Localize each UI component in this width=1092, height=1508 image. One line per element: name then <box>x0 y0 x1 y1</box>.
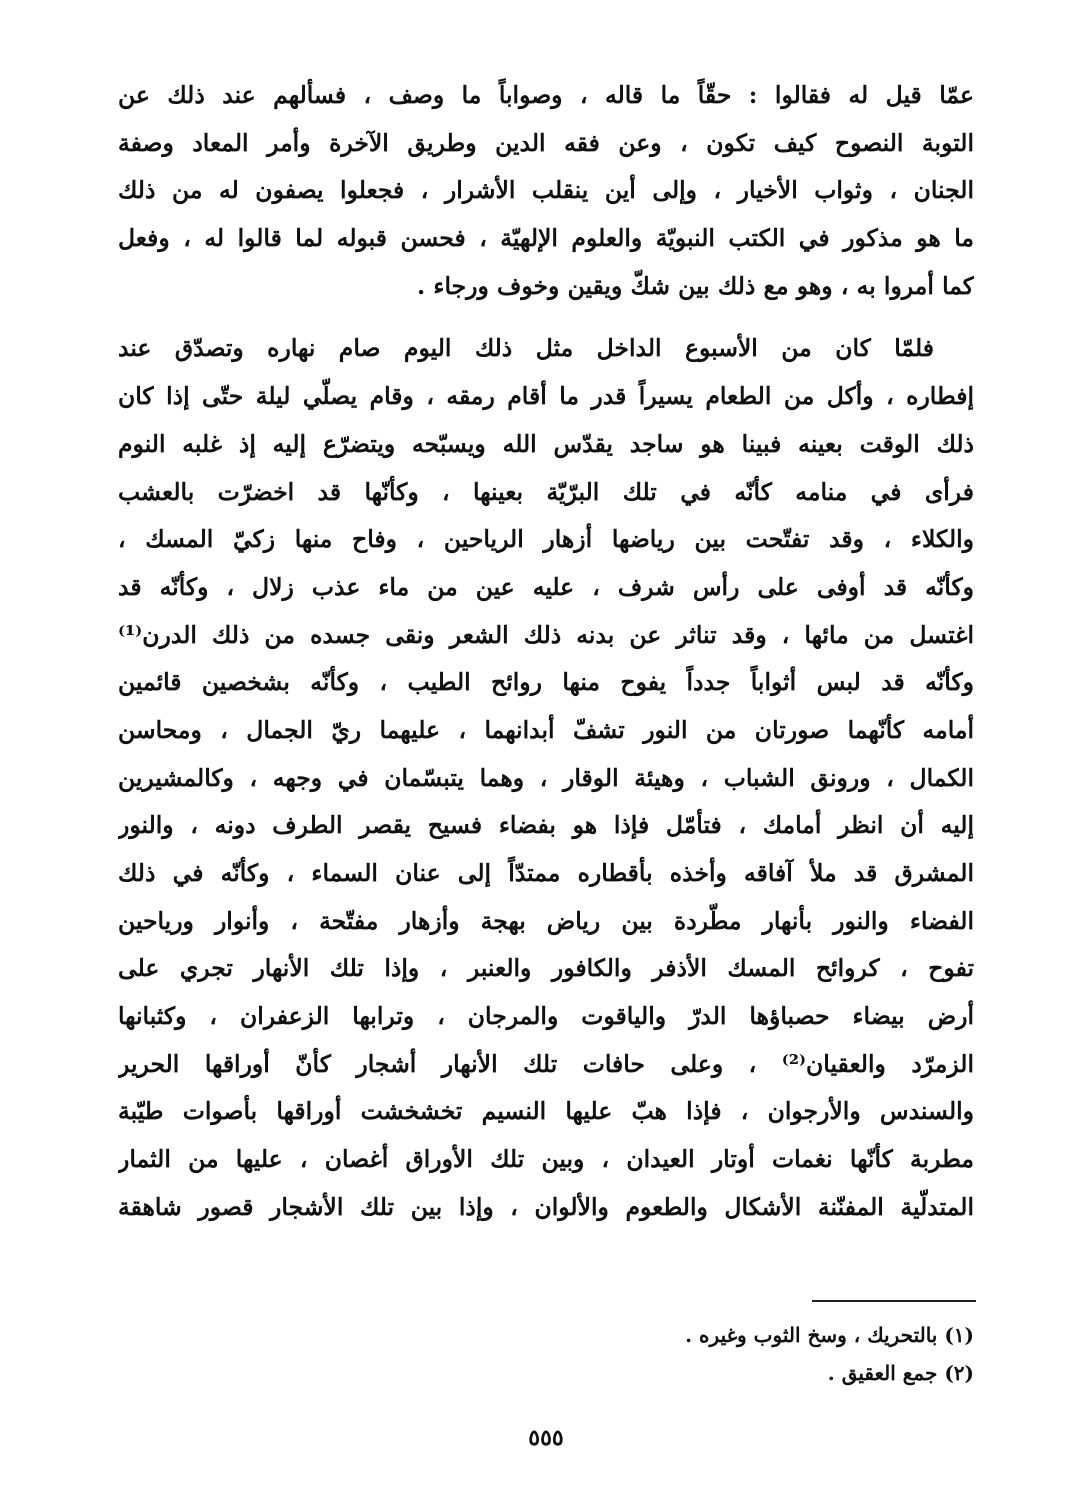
text-line: أمامه كأنّهما صورتان من النور تشفّ أبدانهما ، عليهما ريّ الجمال ، ومحاسن <box>118 715 974 744</box>
text-line: مطربة كأنّها نغمات أوتار العيدان ، وبين تلك الأوراق أغصان ، عليها من الثمار <box>118 1145 974 1174</box>
text-line: الجنان ، وثواب الأخيار ، وإلى أين ينقلب الأشرار ، فجعلوا يصفون له من ذلك <box>118 176 974 205</box>
text-line: المشرق قد ملأ آفاقه وأخذه بأقطاره ممتدّاً إلى عنان السماء ، وكأنّه في ذلك <box>118 859 974 887</box>
text-line: والكلاء ، وقد تفتّحت بين رياضها أزهار الرياحين ، وفاح منها زكيّ المسك ، <box>118 525 974 554</box>
text-line: الزمرّد والعقيان⁽²⁾ ، وعلى حافات تلك الأنهار أشجار كأنّ أوراقها الحرير <box>118 1049 974 1078</box>
footnotes <box>374 1316 974 1392</box>
text-line: والسندس والأرجوان ، فإذا هبّ عليها النسيم تخشخشت أوراقها بأصوات طيّبة <box>118 1097 974 1126</box>
text-line: المتدلّية المفنّنة الأشكال والطعوم والألوان ، وإذا بين تلك الأشجار قصور شاهقة <box>118 1192 974 1221</box>
paragraph-2 <box>118 325 974 1231</box>
paragraph-gap <box>118 310 974 325</box>
text-line: وكأنّه قد أوفى على رأس شرف ، عليه عين من ماء عذب زلال ، وكأنّه قد <box>118 572 974 601</box>
text-line: اغتسل من مائها ، وقد تناثر عن بدنه ذلك الشعر ونقى جسده من ذلك الدرن⁽¹⁾ <box>118 620 974 649</box>
footnote-separator <box>812 1300 976 1302</box>
text-line: فرأى في منامه كأنّه في تلك البرّيّة بعينها ، وكأنّها قد اخضرّت بالعشب <box>118 477 974 506</box>
footnote-2: (٢) جمع العقيق . <box>827 1361 974 1385</box>
text-line: ما هو مذكور في الكتب النبويّة والعلوم الإلهيّة ، فحسن قبوله لما قالوا له ، وفعل <box>118 224 974 253</box>
text-line: فلمّا كان من الأسبوع الداخل مثل ذلك اليوم صام نهاره وتصدّق عند <box>118 334 934 363</box>
footnote-1: (١) بالتحريك ، وسخ الثوب وغيره . <box>685 1323 974 1347</box>
text-line: أرض بيضاء حصباؤها الدرّ والياقوت والمرجان ، وترابها الزعفران ، وكثبانها <box>118 1002 974 1031</box>
main-text <box>118 72 974 1232</box>
text-line: تفوح ، كروائح المسك الأذفر والكافور والعنبر ، وإذا تلك الأنهار تجري على <box>118 954 974 983</box>
page-number: ٥٥٥ <box>528 1425 564 1451</box>
text-line: إفطاره ، وأكل من الطعام يسيراً قدر ما أقام رمقه ، وقام يصلّي ليلة حتّى إذا كان <box>118 382 974 411</box>
text-line: الكمال ، ورونق الشباب ، وهيئة الوقار ، وهما يتبسّمان في وجهه ، وكالمشيرين <box>118 763 974 792</box>
text-line: التوبة النصوح كيف تكون ، وعن فقه الدين وطريق الآخرة وأمر المعاد وصفة <box>118 128 974 157</box>
text-line: الفضاء والنور بأنهار مطّردة بين رياض بهجة وأزهار مفتّحة ، وأنوار ورياحين <box>118 906 974 935</box>
paragraph-1 <box>118 72 974 310</box>
text-line: عمّا قيل له فقالوا : حقّاً ما قاله ، وصواباً ما وصف ، فسألهم عند ذلك عن <box>118 81 974 109</box>
text-line: كما أمروا به ، وهو مع ذلك بين شكّ ويقين وخوف ورجاء . <box>417 271 974 300</box>
text-line: وكأنّه قد لبس أثواباً جدداً يفوح منها روائح الطيب ، وكأنّه بشخصين قائمين <box>118 668 974 697</box>
text-line: ذلك الوقت بعينه فبينا هو ساجد يقدّس الله ويسبّحه ويتضرّع إليه إذ غلبه النوم <box>118 429 974 458</box>
text-line: إليه أن انظر أمامك ، فتأمّل فإذا هو بفضاء فسيح يقصر الطرف دونه ، والنور <box>118 811 974 840</box>
